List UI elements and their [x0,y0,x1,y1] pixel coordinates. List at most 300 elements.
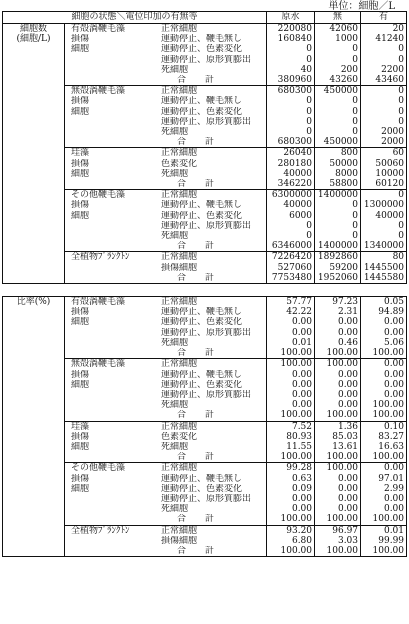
total-label-b: 計 [205,179,215,190]
total-value-cell: 346220 [267,179,315,190]
total-label [65,241,267,252]
value-cell: 96.97 [315,525,361,536]
value-cell: 80 [361,252,407,263]
value-cell: 0.63 [267,474,315,484]
value-cell: 0 [315,117,361,127]
cell-state-label: 運動停止、色素変化 [161,483,243,494]
row-label [65,169,267,179]
category-label: 細胞 [71,379,90,390]
value-cell: 83.27 [361,432,407,442]
total-value-cell: 7753480 [267,273,315,284]
cell-state-label: 運動停止、鞭毛無し [161,200,243,211]
value-cell: 40000 [267,169,315,179]
cell-state-label: 運動停止、鞭毛無し [161,34,243,45]
value-cell: 0 [361,117,407,127]
row-label [65,525,267,536]
total-label [65,452,267,463]
category-label: 損傷 [71,200,90,211]
header-col-applied: 有 [361,12,407,24]
value-cell: 0 [267,231,315,241]
unit-label: 単位：細胞／L [328,1,395,12]
row-label [65,474,267,484]
value-cell: 0.00 [361,463,407,474]
value-cell: 0.00 [315,504,361,514]
total-label-a: 合 [177,410,187,421]
value-cell: 42060 [315,24,361,35]
cell-state-label: 運動停止、原形質膨出 [161,389,252,400]
category-label: 細胞 [71,483,90,494]
total-value-cell: 60120 [361,179,407,190]
value-cell: 220080 [267,24,315,35]
value-cell: 40000 [361,211,407,221]
value-cell: 0 [267,96,315,106]
value-cell: 0.00 [267,317,315,327]
value-cell: 0.01 [267,338,315,348]
value-cell: 100.00 [361,400,407,410]
cell-state-label: 正常細胞 [161,24,198,34]
cell-state-label: 運動停止、色素変化 [161,379,243,390]
row-label [65,96,267,106]
value-cell: 0 [361,221,407,231]
value-cell: 0.00 [267,400,315,410]
row-label [65,338,267,348]
cell-state-label: 正常細胞 [161,190,198,201]
total-value-cell: 100.00 [361,348,407,359]
total-value-cell: 450000 [315,137,361,148]
total-value-cell: 680300 [267,137,315,148]
row-label [65,390,267,400]
cell-state-label: 運動停止、鞭毛無し [161,96,243,107]
category-label: その他鞭毛藻 [71,190,126,201]
total-value-cell: 58800 [315,179,361,190]
cell-state-label: 運動停止、鞭毛無し [161,473,243,484]
value-cell: 2200 [361,65,407,75]
total-value-cell: 1340000 [361,241,407,252]
value-cell: 0.00 [267,504,315,514]
total-value-cell: 100.00 [267,514,315,525]
row-label [65,380,267,390]
value-cell: 0 [361,231,407,241]
value-cell: 42.22 [267,307,315,317]
value-cell: 0 [315,44,361,54]
value-cell: 100.00 [315,463,361,474]
row-label [65,463,267,474]
row-label [65,44,267,54]
cell-state-label: 運動停止、鞭毛無し [161,307,243,318]
cell-state-label: 色素変化 [161,158,198,169]
value-cell: 0 [315,127,361,137]
row-label [65,211,267,221]
value-cell: 50060 [361,159,407,169]
cell-state-label: 死細胞 [161,337,189,348]
cell-state-label: 運動停止、色素変化 [161,106,243,117]
value-cell: 0.00 [315,400,361,410]
section-label-line: (細胞/L) [16,34,51,45]
cell-state-label: 死細胞 [161,127,189,138]
row-label [65,421,267,432]
row-label [65,65,267,75]
total-value-cell: 100.00 [361,410,407,421]
value-cell: 8000 [315,169,361,179]
category-label: 無殻渦鞭毛藻 [71,359,126,370]
total-value-cell: 100.00 [315,546,361,557]
cell-state-label: 正常細胞 [161,421,198,432]
row-label [65,190,267,201]
category-label: 無殻渦鞭毛藻 [71,86,126,97]
total-value-cell: 1400000 [315,241,361,252]
value-cell: 1300000 [361,200,407,210]
value-cell: 99.99 [361,536,407,546]
row-label [65,536,267,546]
total-label-b: 計 [205,75,215,86]
value-cell: 6.80 [267,536,315,546]
cell-state-label: 運動停止、原形質膨出 [161,493,252,504]
value-cell: 0.05 [361,297,407,308]
total-label [65,75,267,86]
category-label: 珪藻 [71,148,90,159]
row-label [65,400,267,410]
cell-state-label: 運動停止、原形質膨出 [161,327,252,338]
cell-state-label: 正常細胞 [161,86,198,97]
total-value-cell: 100.00 [361,452,407,463]
row-label [65,263,267,273]
category-label: 損傷 [71,307,90,318]
value-cell: 0.00 [267,494,315,504]
cell-state-label: 死細胞 [161,64,189,75]
spacer-cell [3,284,407,297]
cell-state-label: 運動停止、原形質膨出 [161,116,252,127]
total-value-cell: 6346000 [267,241,315,252]
value-cell: 0.00 [361,390,407,400]
row-label [65,494,267,504]
row-label [65,200,267,210]
value-cell: 0 [267,221,315,231]
total-label [65,273,267,284]
row-label [65,159,267,169]
value-cell: 0.00 [315,390,361,400]
value-cell: 59200 [315,263,361,273]
cell-state-label: 正常細胞 [161,252,198,263]
value-cell: 40000 [267,200,315,210]
value-cell: 280180 [267,159,315,169]
value-cell: 0 [361,44,407,54]
total-value-cell: 380960 [267,75,315,86]
section-label-line: 細胞数 [19,24,47,34]
row-label [65,442,267,452]
value-cell: 0.00 [315,484,361,494]
cell-state-label: 正常細胞 [161,148,198,159]
value-cell: 0.00 [267,390,315,400]
total-label-b: 計 [205,348,215,359]
value-cell: 2000 [361,127,407,137]
category-label: 損傷 [71,369,90,380]
category-label: 有殻渦鞭毛藻 [71,24,126,34]
value-cell: 0.00 [267,380,315,390]
cell-state-label: 正常細胞 [161,359,198,370]
row-label [65,328,267,338]
value-cell: 97.23 [315,297,361,308]
category-label: 珪藻 [71,421,90,432]
row-label [65,307,267,317]
value-cell: 1445500 [361,263,407,273]
category-label: 損傷 [71,431,90,442]
table-body [3,24,407,557]
cell-state-label: 正常細胞 [161,297,198,308]
total-label-b: 計 [205,241,215,252]
cell-state-label: 正常細胞 [161,525,198,536]
total-value-cell: 1445580 [361,273,407,284]
total-value-cell: 100.00 [267,410,315,421]
table-row [3,297,407,308]
section-spacer [3,284,407,297]
value-cell: 41240 [361,34,407,44]
category-label: 細胞 [71,168,90,179]
section-label [3,297,65,557]
total-label [65,348,267,359]
cell-state-label: 正常細胞 [161,463,198,474]
value-cell: 0 [267,117,315,127]
value-cell: 0.00 [361,504,407,514]
section-label-line: 比率(%) [16,297,51,308]
total-label-a: 合 [177,75,187,86]
value-cell: 527060 [267,263,315,273]
total-label-a: 合 [177,272,187,283]
total-label-b: 計 [205,545,215,556]
cell-state-label: 死細胞 [161,231,189,242]
value-cell: 0.00 [315,370,361,380]
total-label-b: 計 [205,137,215,148]
value-cell: 11.55 [267,442,315,452]
row-label [65,117,267,127]
plankton-cell-table [2,11,407,557]
value-cell: 0 [315,211,361,221]
total-value-cell: 100.00 [315,514,361,525]
row-label [65,86,267,97]
category-label: 有殻渦鞭毛藻 [71,297,126,308]
total-value-cell: 100.00 [315,452,361,463]
value-cell: 680300 [267,86,315,97]
category-label: 細胞 [71,106,90,117]
value-cell: 0 [315,200,361,210]
value-cell: 0 [267,127,315,137]
row-label [65,432,267,442]
total-label [65,410,267,421]
value-cell: 20 [361,24,407,35]
value-cell: 6000 [267,211,315,221]
value-cell: 50000 [315,159,361,169]
total-label-a: 合 [177,452,187,463]
value-cell: 26040 [267,148,315,159]
cell-state-label: 運動停止、鞭毛無し [161,369,243,380]
category-label: 全植物ﾌﾟﾗﾝｸﾄﾝ [71,525,130,536]
value-cell: 7.52 [267,421,315,432]
total-label-a: 合 [177,348,187,359]
total-label-a: 合 [177,137,187,148]
value-cell: 0 [361,86,407,97]
value-cell: 10000 [361,169,407,179]
value-cell: 0.00 [315,328,361,338]
value-cell: 93.20 [267,525,315,536]
value-cell: 0.00 [361,494,407,504]
value-cell: 85.03 [315,432,361,442]
value-cell: 5.06 [361,338,407,348]
row-label [65,34,267,44]
row-label [65,504,267,514]
category-label: 損傷 [71,158,90,169]
total-value-cell: 100.00 [361,546,407,557]
value-cell: 94.89 [361,307,407,317]
total-value-cell: 100.00 [267,452,315,463]
cell-state-label: 死細胞 [161,441,189,452]
total-label-a: 合 [177,545,187,556]
total-value-cell: 43460 [361,75,407,86]
value-cell: 0 [315,221,361,231]
value-cell: 0.00 [315,380,361,390]
total-label [65,179,267,190]
value-cell: 0.00 [315,474,361,484]
row-label [65,24,267,35]
total-value-cell: 2000 [361,137,407,148]
value-cell: 450000 [315,86,361,97]
category-label: 全植物ﾌﾟﾗﾝｸﾄﾝ [71,252,130,263]
total-value-cell: 100.00 [267,348,315,359]
value-cell: 200 [315,65,361,75]
category-label: 細胞 [71,317,90,328]
total-label [65,546,267,557]
value-cell: 0.00 [267,328,315,338]
row-label [65,127,267,137]
value-cell: 2.99 [361,484,407,494]
total-label-b: 計 [205,410,215,421]
category-label: 損傷 [71,96,90,107]
value-cell: 0 [315,107,361,117]
total-value-cell: 1952060 [315,273,361,284]
total-value-cell: 100.00 [315,348,361,359]
cell-state-label: 死細胞 [161,400,189,411]
value-cell: 0.01 [361,525,407,536]
value-cell: 0 [267,107,315,117]
total-label-b: 計 [205,514,215,525]
value-cell: 800 [315,148,361,159]
value-cell: 0.10 [361,421,407,432]
row-label [65,317,267,327]
value-cell: 0.46 [315,338,361,348]
total-label-b: 計 [205,452,215,463]
total-label [65,514,267,525]
value-cell: 1.36 [315,421,361,432]
value-cell: 0 [315,55,361,65]
total-label-a: 合 [177,179,187,190]
cell-state-label: 色素変化 [161,431,198,442]
value-cell: 7226420 [267,252,315,263]
value-cell: 0 [361,107,407,117]
row-label [65,359,267,370]
row-label [65,107,267,117]
row-label [65,221,267,231]
value-cell: 0.00 [315,494,361,504]
value-cell: 57.77 [267,297,315,308]
cell-state-label: 運動停止、色素変化 [161,317,243,328]
value-cell: 1400000 [315,190,361,201]
total-value-cell: 100.00 [315,410,361,421]
header-col-raw: 原水 [267,12,315,24]
value-cell: 0.00 [361,359,407,370]
cell-state-label: 損傷細胞 [161,262,198,273]
cell-state-label: 死細胞 [161,504,189,515]
value-cell: 100.00 [267,359,315,370]
row-label [65,55,267,65]
value-cell: 0 [315,231,361,241]
value-cell: 100.00 [315,359,361,370]
total-label-a: 合 [177,514,187,525]
value-cell: 0.00 [361,370,407,380]
category-label: 細胞 [71,210,90,221]
value-cell: 0 [361,96,407,106]
value-cell: 1000 [315,34,361,44]
value-cell: 97.01 [361,474,407,484]
value-cell: 99.28 [267,463,315,474]
value-cell: 0 [267,55,315,65]
value-cell: 0.00 [267,370,315,380]
header-row [3,12,407,24]
total-label-a: 合 [177,241,187,252]
category-label: 損傷 [71,34,90,45]
value-cell: 0 [315,96,361,106]
value-cell: 0 [361,55,407,65]
row-label [65,297,267,308]
total-value-cell: 100.00 [267,546,315,557]
value-cell: 40 [267,65,315,75]
row-label [65,148,267,159]
category-label: 損傷 [71,473,90,484]
value-cell: 3.03 [315,536,361,546]
row-label [65,370,267,380]
category-label: 細胞 [71,44,90,55]
header-col-none: 無 [315,12,361,24]
value-cell: 60 [361,148,407,159]
header-state: 細胞の状態＼電位印加の有無等 [3,12,267,24]
value-cell: 0 [267,44,315,54]
total-value-cell: 100.00 [361,514,407,525]
row-label [65,252,267,263]
total-value-cell: 43260 [315,75,361,86]
cell-state-label: 運動停止、原形質膨出 [161,220,252,231]
value-cell: 0.00 [361,317,407,327]
value-cell: 0.00 [361,380,407,390]
value-cell: 160840 [267,34,315,44]
table-row [3,24,407,35]
category-label: 細胞 [71,441,90,452]
cell-state-label: 損傷細胞 [161,535,198,546]
value-cell: 2.31 [315,307,361,317]
value-cell: 13.61 [315,442,361,452]
cell-state-label: 運動停止、色素変化 [161,44,243,55]
cell-state-label: 運動停止、原形質膨出 [161,54,252,65]
category-label: その他鞭毛藻 [71,463,126,474]
value-cell: 0 [361,190,407,201]
row-label [65,231,267,241]
cell-state-label: 運動停止、色素変化 [161,210,243,221]
value-cell: 16.63 [361,442,407,452]
row-label [65,484,267,494]
total-label-b: 計 [205,272,215,283]
value-cell: 6300000 [267,190,315,201]
value-cell: 80.93 [267,432,315,442]
value-cell: 0.00 [315,317,361,327]
section-label [3,24,65,284]
total-label [65,137,267,148]
value-cell: 0.09 [267,484,315,494]
